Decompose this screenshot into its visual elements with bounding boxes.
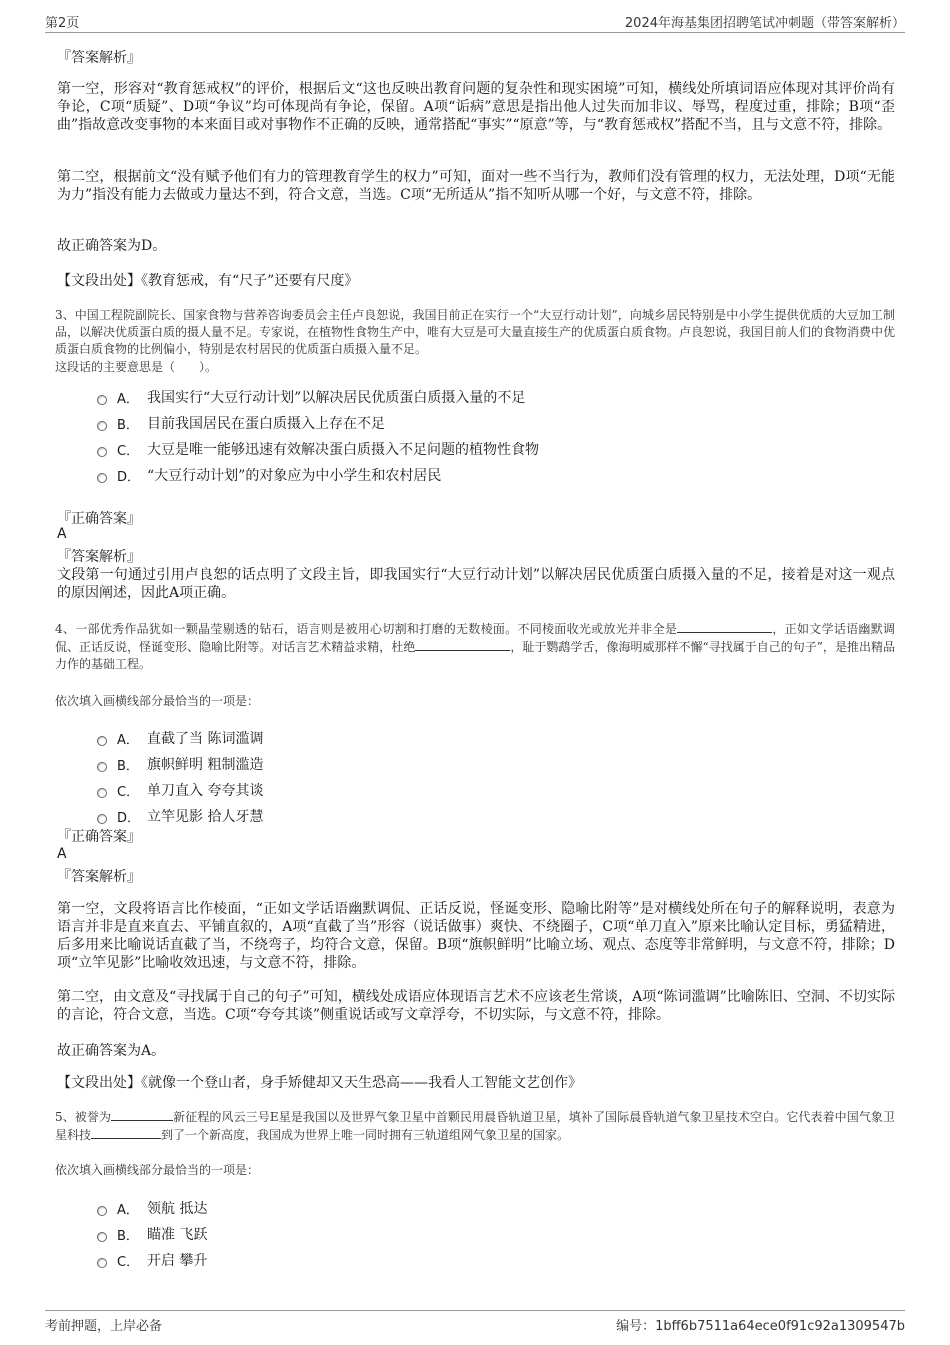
option-a[interactable]: A． 我国实行“大豆行动计划”以解决居民优质蛋白质摄入量的不足 [97,384,539,410]
option-a[interactable]: A． 领航 抵达 [97,1195,207,1221]
option-list [97,1195,207,1273]
analysis-paragraph: 第一空，文段将语言比作棱面，“正如文学话语幽默调侃、正话反说，怪诞变形、隐喻比附等”是对横线处所在句子的解释说明，表意为语言并非是直来直去、平铺直叙的，A项“直截了当”形容（说话做事）爽快、不绕圈子，C项“单刀直入”原来比喻认定目标，勇猛精进，后多用来比喻说话直截了当，不绕弯子，均符合文意，保留。B项“旗帜鲜明”比喻立场、观点、态度等非常鲜明，与文意不符，排除；D项“立竿见影”比喻收效迅速，与文意不符，排除。 [57,901,895,971]
page-footer [45,1310,905,1335]
radio-button[interactable] [97,736,107,746]
radio-button[interactable] [97,395,107,405]
radio-button[interactable] [97,788,107,798]
radio-button[interactable] [97,447,107,457]
page-header [45,12,905,33]
option-list [97,384,539,488]
option-b[interactable]: B． 旗帜鲜明 粗制滥造 [97,751,263,777]
document-title: 2024年海基集团招聘笔试冲刺题（带答案解析） [624,16,905,31]
question-stem: 4、一部优秀作品犹如一颗晶莹剔透的钻石，语言则是被用心切割和打磨的无数棱面。不同棱面收光或放光并非全是 ，正如文学话语幽默调侃、正话反说，怪诞变形、隐喻比附等。对话言艺术精益求精，杜绝 ，耻于鹦鹉学舌，像海明威那样不懈“寻找属于自己的句子”，是推出精品力作的基础工程。 [55,622,895,671]
option-c[interactable]: C． 大豆是唯一能够迅速有效解决蛋白质摄入不足问题的植物性食物 [97,436,539,462]
blank-2 [91,1126,161,1139]
radio-button[interactable] [97,762,107,772]
correct-answer: A [57,526,67,542]
option-c[interactable]: C． 开启 攀升 [97,1247,207,1273]
option-d[interactable]: D． “大豆行动计划”的对象应为中小学生和农村居民 [97,462,539,488]
radio-button[interactable] [97,473,107,483]
analysis-paragraph: 第一空，形容对“教育惩戒权”的评价，根据后文“这也反映出教育问题的复杂性和现实困境”可知，横线处所填词语应体现对其评价尚有争论，C项“质疑”、D项“争议”均可体现尚有争论，保留。A项“诟病”意思是指出他人过失而加非议、辱骂，程度过重，排除；B项“歪曲”指故意改变事物的本来面目或对事物作不正确的反映，通常搭配“事实”“原意”等，与“教育惩戒权”搭配不当，且与文意不符，排除。 [57,81,895,133]
question-prompt: 依次填入画横线部分最恰当的一项是： [55,1163,260,1177]
analysis-label: 『答案解析』 [57,50,141,66]
footer-slogan: 考前押题，上岸必备 [45,1319,163,1334]
blank-2 [415,638,510,651]
blank-1 [111,1108,173,1121]
question-prompt: 这段话的主要意思是（ ）。 [55,360,218,374]
radio-button[interactable] [97,1258,107,1268]
conclusion: 故正确答案为A。 [57,1043,166,1059]
question-stem: 5、被誉为 新征程的风云三号E星是我国以及世界气象卫星中首颗民用晨昏轨道卫星，填补了国际晨昏轨道气象卫星技术空白。它代表着中国气象卫星科技 到了一个新高度，我国成为世界上唯一同时拥有三轨道组网气象卫星的国家。 [55,1110,896,1142]
answer-label: 『正确答案』 [57,511,141,527]
question-prompt: 依次填入画横线部分最恰当的一项是： [55,694,260,708]
option-b[interactable]: B． 目前我国居民在蛋白质摄入上存在不足 [97,410,539,436]
conclusion: 故正确答案为D。 [57,238,167,254]
option-b[interactable]: B． 瞄准 飞跃 [97,1221,207,1247]
analysis-label: 『答案解析』 [57,869,141,885]
radio-button[interactable] [97,1206,107,1216]
page-number: 第2页 [45,16,80,31]
analysis-label: 『答案解析』 [57,549,141,565]
blank-1 [677,620,772,633]
source-citation: 【文段出处】《教育惩戒，有“尺子”还要有尺度》 [57,273,359,289]
option-list [97,725,263,829]
option-c[interactable]: C． 单刀直入 夸夸其谈 [97,777,263,803]
document-code: 编号：1bff6b7511a64ece0f91c92a1309547b [616,1319,905,1334]
radio-button[interactable] [97,421,107,431]
analysis-paragraph: 第二空，根据前文“没有赋予他们有力的管理教育学生的权力”可知，面对一些不当行为，教师们没有管理的权力，无法处理，D项“无能为力”指没有能力去做或力量达不到，符合文意，当选。C项“无所适从”指不知听从哪一个好，与文意不符，排除。 [57,169,895,203]
option-a[interactable]: A． 直截了当 陈词滥调 [97,725,263,751]
question-stem: 3、中国工程院副院长、国家食物与营养咨询委员会主任卢良恕说，我国目前正在实行一个“大豆行动计划”，向城乡居民特别是中小学生提供优质的大豆加工制品，以解决优质蛋白质的摄人量不足。专家说，在植物性食物生产中，唯有大豆是可大量直接生产的优质蛋白质食物。卢良恕说，我国目前人们的食物消费中优质蛋白质食物的比例偏小，特别是农村居民的优质蛋白质摄入量不足。 [55,308,896,356]
radio-button[interactable] [97,814,107,824]
answer-label: 『正确答案』 [57,829,141,845]
radio-button[interactable] [97,1232,107,1242]
analysis-paragraph: 第二空，由文意及“寻找属于自己的句子”可知，横线处成语应体现语言艺术不应该老生常谈，A项“陈词滥调”比喻陈旧、空洞、不切实际的言论，符合文意，当选。C项“夸夸其谈”侧重说话或写文章浮夸，不切实际，与文意不符，排除。 [57,989,895,1023]
option-d[interactable]: D． 立竿见影 拾人牙慧 [97,803,263,829]
analysis-paragraph: 文段第一句通过引用卢良恕的话点明了文段主旨，即我国实行“大豆行动计划”以解决居民优质蛋白质摄入量的不足，接着是对这一观点的原因阐述，因此A项正确。 [57,567,895,601]
source-citation: 【文段出处】《就像一个登山者，身手矫健却又天生恐高——我看人工智能文艺创作》 [57,1075,582,1091]
correct-answer: A [57,846,67,862]
